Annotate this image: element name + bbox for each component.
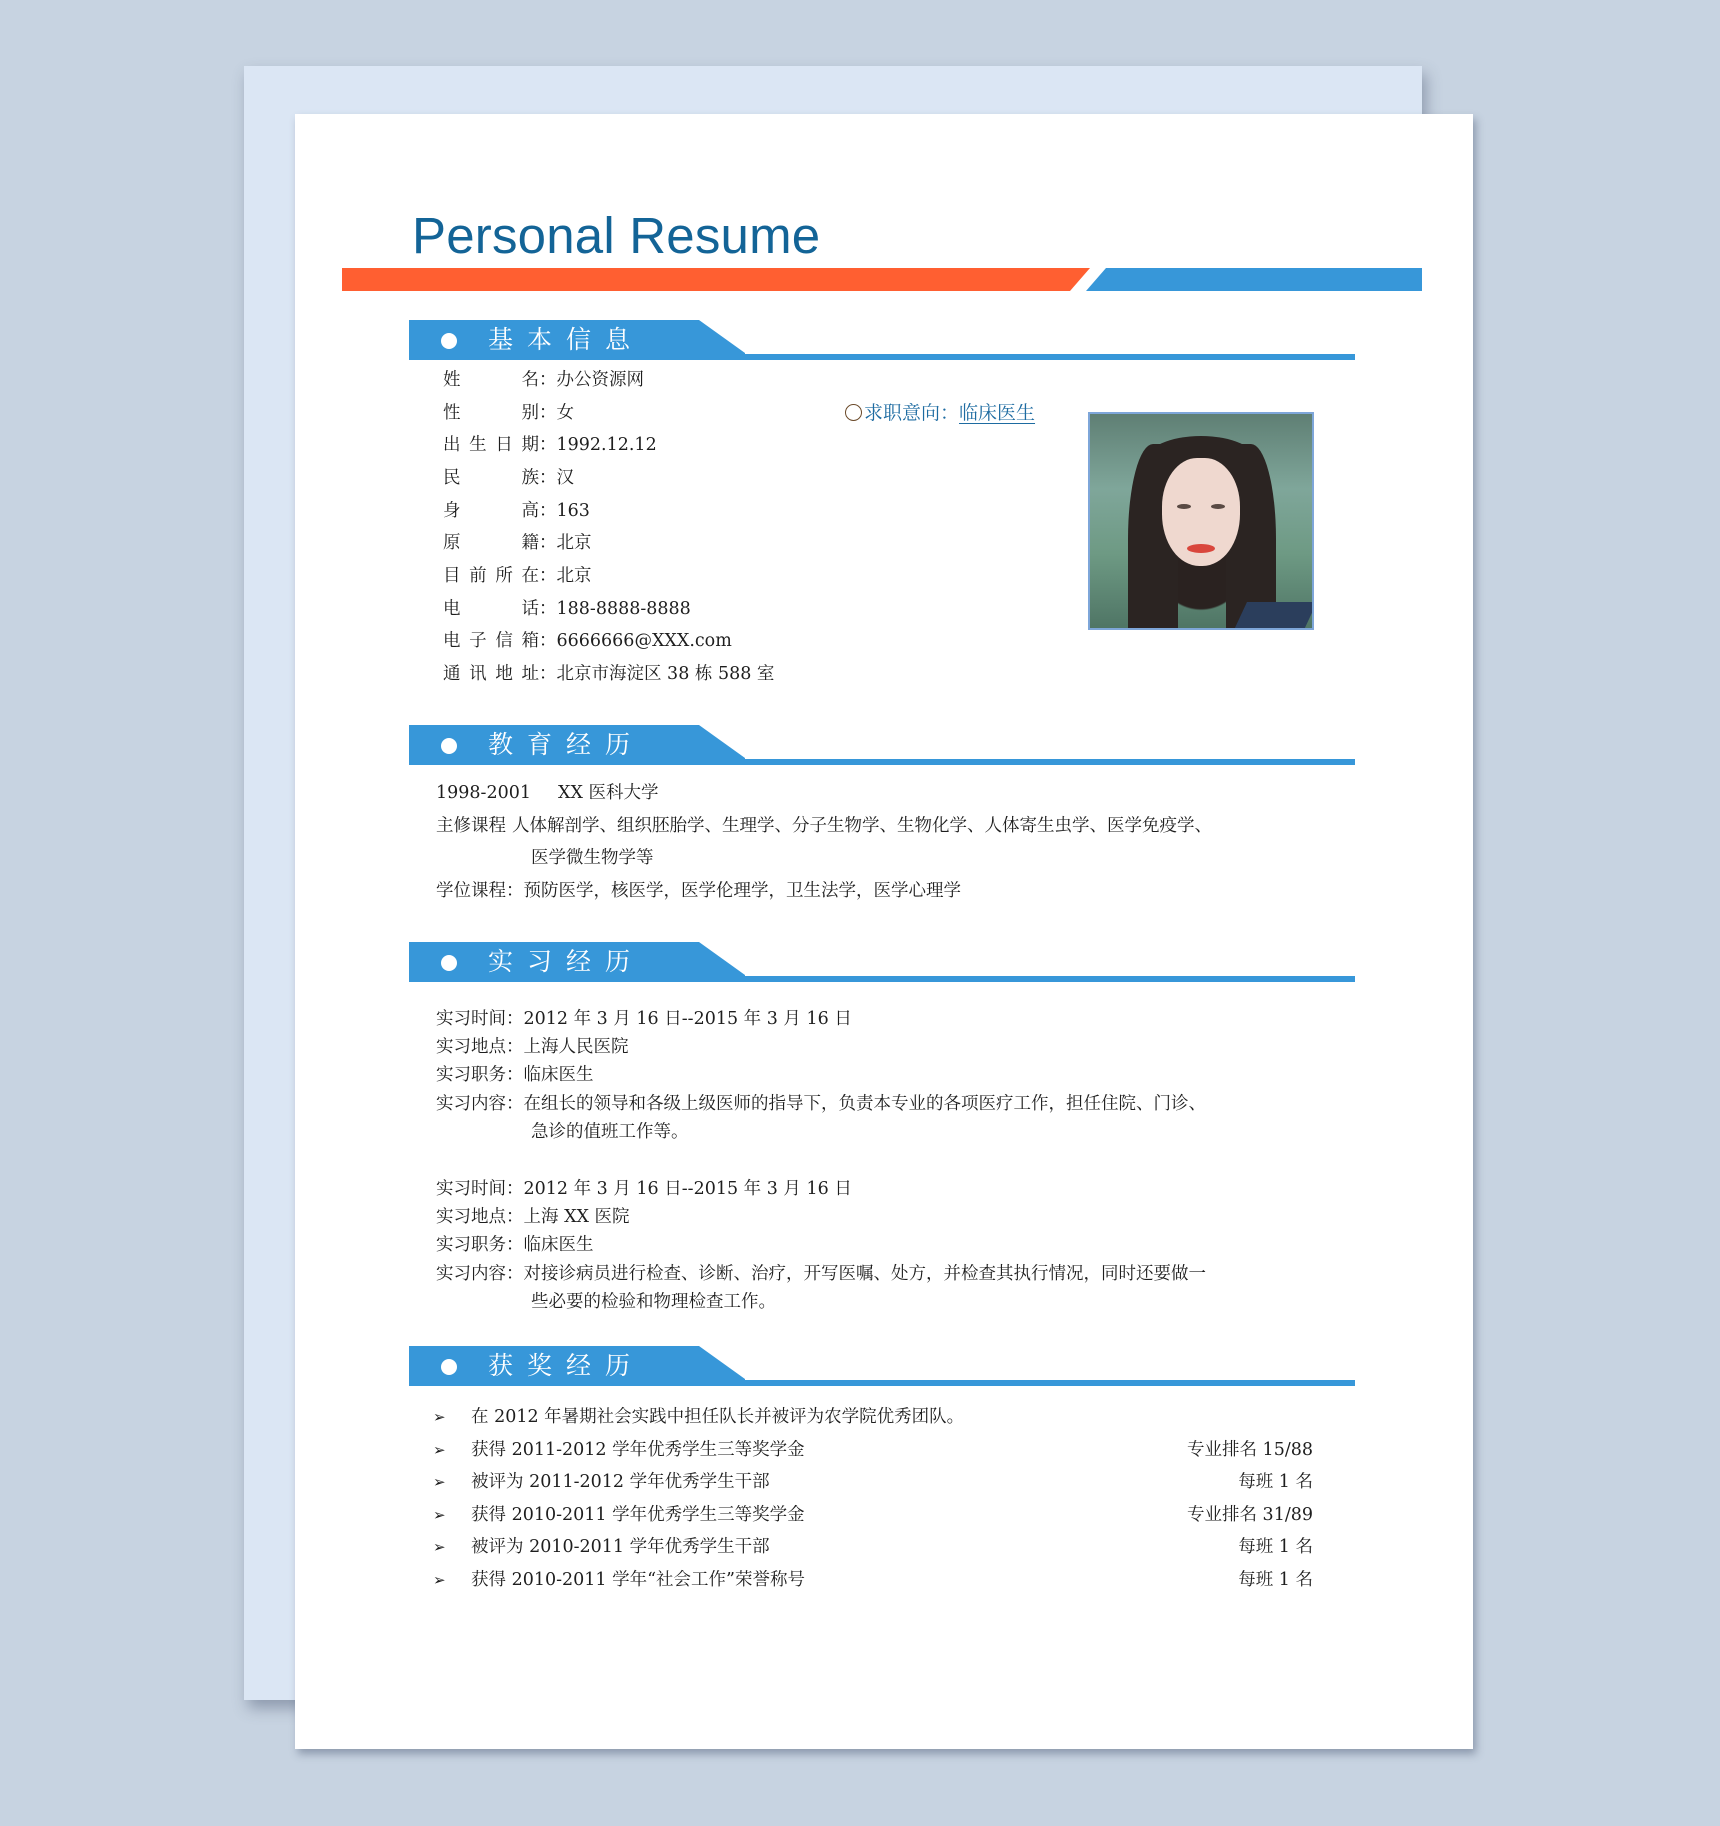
section-title: 实习经历 [488, 947, 645, 976]
field-value: 188-8888-8888 [556, 599, 691, 619]
photo-detail [1211, 504, 1225, 509]
intern-content-row [436, 1263, 1206, 1285]
info-row-address [443, 663, 774, 685]
field-label: 实习时间： [436, 1179, 524, 1199]
field-label: 实习时间： [436, 1009, 524, 1029]
bullet-dot-icon [441, 1359, 457, 1375]
intern-time-row [436, 1008, 852, 1030]
section-title: 教育经历 [488, 730, 645, 759]
award-text: 获得 2010-2011 学年“社会工作”荣誉称号 [471, 1570, 806, 1590]
colon: ： [539, 566, 557, 586]
field-value: 2012 年 3 月 16 日--2015 年 3 月 16 日 [523, 1009, 852, 1029]
intern-role-row [436, 1234, 594, 1256]
award-item [433, 1471, 1313, 1493]
intern-time-row [436, 1178, 852, 1200]
section-header-internship [409, 942, 1355, 982]
field-value: 临床医生 [523, 1235, 594, 1255]
field-label: 原籍 [443, 533, 539, 553]
field-label: 电话 [443, 599, 539, 619]
info-row-phone [443, 598, 691, 620]
field-label: 电子信箱 [443, 631, 539, 651]
page-title: Personal Resume [412, 207, 821, 264]
field-value: 汉 [556, 468, 574, 488]
field-value: 6666666@XXX.com [556, 631, 732, 651]
award-rank: 每班 1 名 [1238, 1537, 1313, 1557]
award-item [433, 1406, 1313, 1428]
job-objective [845, 398, 1035, 425]
field-label: 通讯地址 [443, 664, 539, 684]
award-text: 在 2012 年暑期社会实践中担任队长并被评为农学院优秀团队。 [471, 1407, 965, 1427]
intern-place-row [436, 1206, 630, 1228]
field-value: 北京 [556, 533, 592, 553]
arrow-bullet-icon: ➢ [433, 1473, 446, 1491]
education-degree-row [436, 880, 961, 902]
field-label: 实习职务： [436, 1235, 524, 1255]
bullet-dot-icon [441, 738, 457, 754]
section-header-education [409, 725, 1355, 765]
objective-value: 临床医生 [959, 402, 1036, 424]
field-label: 民族 [443, 468, 539, 488]
field-value: 在组长的领导和各级上级医师的指导下，负责本专业的各项医疗工作，担任住院、门诊、 [523, 1094, 1206, 1114]
field-value: 临床医生 [523, 1065, 594, 1085]
blue-header-bar [1086, 268, 1422, 291]
education-major-row [436, 815, 1212, 837]
photo-detail [1233, 602, 1314, 630]
colon: ： [539, 664, 557, 684]
award-item [433, 1504, 1313, 1526]
award-rank: 每班 1 名 [1238, 1472, 1313, 1492]
info-row-height [443, 500, 590, 522]
info-row-name [443, 369, 644, 391]
colon: ： [539, 533, 557, 553]
award-item [433, 1439, 1313, 1461]
colon: ： [539, 403, 557, 423]
field-value: 对接诊病员进行检查、诊断、治疗，开写医嘱、处方，并检查其执行情况，同时还要做一 [523, 1264, 1206, 1284]
info-row-location [443, 565, 592, 587]
degree-label: 学位课程： [436, 881, 524, 901]
colon: ： [539, 501, 557, 521]
bullet-dot-icon [441, 955, 457, 971]
award-text: 获得 2010-2011 学年优秀学生三等奖学金 [471, 1505, 805, 1525]
field-value: 1992.12.12 [556, 435, 657, 455]
intern-content-cont: 些必要的检验和物理检查工作。 [531, 1292, 776, 1312]
education-years: 1998-2001 [436, 783, 531, 803]
award-rank: 专业排名 15/88 [1187, 1440, 1313, 1460]
portrait-photo [1088, 412, 1314, 630]
arrow-bullet-icon: ➢ [433, 1441, 446, 1459]
colon: ： [539, 468, 557, 488]
field-label: 实习内容： [436, 1264, 524, 1284]
info-row-ethnicity [443, 467, 574, 489]
bullet-dot-icon [441, 333, 457, 349]
section-header-basic-info [409, 320, 1355, 360]
arrow-bullet-icon: ➢ [433, 1571, 446, 1589]
award-text: 被评为 2011-2012 学年优秀学生干部 [471, 1472, 770, 1492]
info-row-gender [443, 402, 574, 424]
field-value: 上海 XX 医院 [523, 1207, 630, 1227]
field-value: 女 [556, 403, 574, 423]
major-courses: 人体解剖学、组织胚胎学、生理学、分子生物学、生物化学、人体寄生虫学、医学免疫学、 [512, 816, 1212, 836]
circle-icon [845, 404, 862, 421]
intern-content-row [436, 1093, 1206, 1115]
info-row-birthdate [443, 434, 657, 456]
field-label: 实习地点： [436, 1207, 524, 1227]
photo-detail [1177, 504, 1191, 509]
intern-content-cont: 急诊的值班工作等。 [531, 1122, 689, 1142]
field-value: 北京 [556, 566, 592, 586]
field-value: 办公资源网 [556, 370, 644, 390]
award-rank: 每班 1 名 [1238, 1570, 1313, 1590]
arrow-bullet-icon: ➢ [433, 1408, 446, 1426]
orange-header-bar [342, 268, 1090, 291]
field-label: 实习内容： [436, 1094, 524, 1114]
colon: ： [539, 631, 557, 651]
section-header-awards [409, 1346, 1355, 1386]
award-item [433, 1536, 1313, 1558]
resume-page [295, 114, 1473, 1749]
info-row-email [443, 630, 732, 652]
major-label: 主修课程 [436, 816, 506, 836]
field-label: 姓名 [443, 370, 539, 390]
photo-detail [1187, 544, 1215, 553]
intern-place-row [436, 1036, 629, 1058]
colon: ： [539, 599, 557, 619]
education-school-row [436, 782, 658, 804]
field-value: 上海人民医院 [523, 1037, 629, 1057]
field-label: 实习地点： [436, 1037, 524, 1057]
field-label: 实习职务： [436, 1065, 524, 1085]
field-label: 身高 [443, 501, 539, 521]
award-text: 获得 2011-2012 学年优秀学生三等奖学金 [471, 1440, 805, 1460]
objective-label: 求职意向： [864, 402, 960, 424]
award-rank: 专业排名 31/89 [1187, 1505, 1313, 1525]
section-title: 基本信息 [488, 325, 645, 354]
field-value: 2012 年 3 月 16 日--2015 年 3 月 16 日 [523, 1179, 852, 1199]
field-label: 目前所在 [443, 566, 539, 586]
field-value: 163 [556, 501, 590, 521]
education-school: XX 医科大学 [558, 783, 659, 803]
section-title: 获奖经历 [488, 1351, 645, 1380]
award-text: 被评为 2010-2011 学年优秀学生干部 [471, 1537, 770, 1557]
field-label: 出生日期 [443, 435, 539, 455]
intern-role-row [436, 1064, 594, 1086]
colon: ： [539, 370, 557, 390]
education-major-row-cont: 医学微生物学等 [531, 848, 654, 868]
arrow-bullet-icon: ➢ [433, 1506, 446, 1524]
colon: ： [539, 435, 557, 455]
award-item [433, 1569, 1313, 1591]
degree-courses: 预防医学，核医学，医学伦理学，卫生法学，医学心理学 [523, 881, 961, 901]
field-value: 北京市海淀区 38 栋 588 室 [556, 664, 775, 684]
arrow-bullet-icon: ➢ [433, 1538, 446, 1556]
info-row-origin [443, 532, 592, 554]
field-label: 性别 [443, 403, 539, 423]
